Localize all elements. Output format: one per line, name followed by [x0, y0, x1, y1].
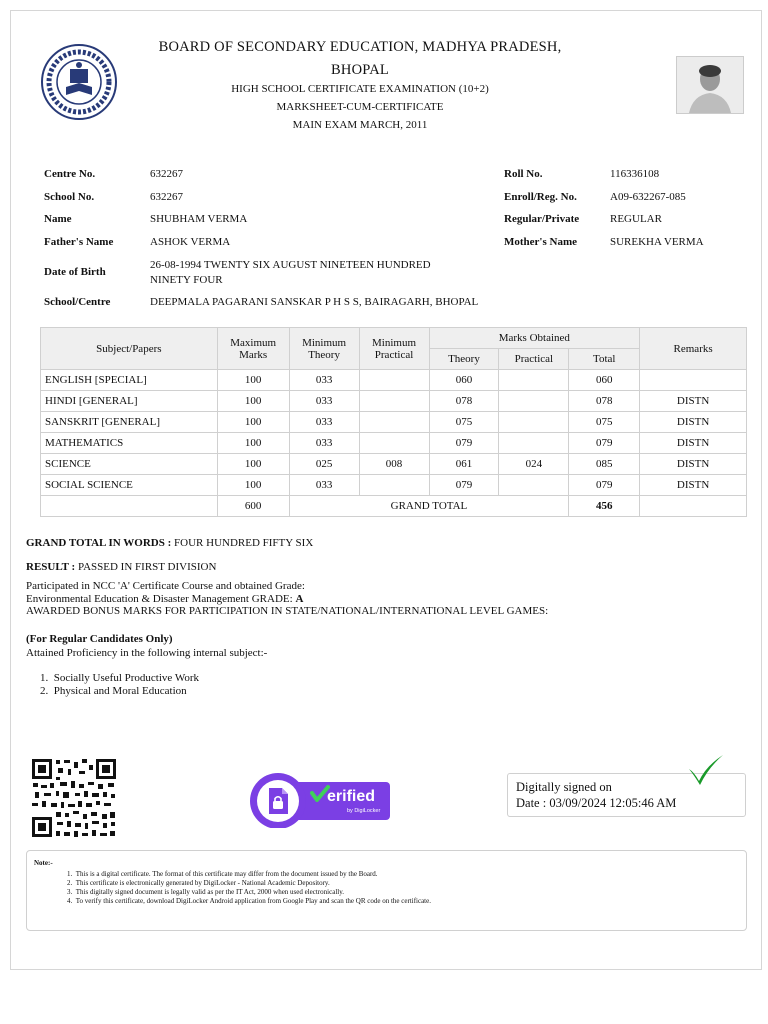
subject-cell: SANSKRIT [GENERAL]	[41, 412, 218, 433]
header-min-practical: Minimum Practical	[359, 328, 429, 370]
note-title: Note:-	[34, 859, 53, 867]
note-box	[26, 850, 747, 931]
school-no-value: 632267	[150, 191, 183, 203]
remarks-cell: DISTN	[640, 475, 747, 496]
grand-total-row	[41, 496, 747, 517]
school-no-label: School No.	[44, 191, 95, 203]
theory-cell: 075	[429, 412, 499, 433]
max-marks-cell: 100	[217, 391, 289, 412]
theory-cell: 060	[429, 370, 499, 391]
school-centre-value: DEEPMALA PAGARANI SANSKAR P H S S, BAIRAGARH, BHOPAL	[150, 296, 479, 308]
grand-max-marks: 600	[217, 496, 289, 517]
max-marks-cell: 100	[217, 370, 289, 391]
env-edu-line: Environmental Education & Disaster Management GRADE: A	[26, 593, 304, 605]
verified-word: erified	[327, 788, 376, 805]
list-item: 2. Physical and Moral Education	[40, 685, 187, 697]
total-cell: 060	[569, 370, 640, 391]
verified-by-text: by DigiLocker	[347, 808, 381, 814]
header-subject: Subject/Papers	[41, 328, 218, 370]
dob-value-line1: 26-08-1994 TWENTY SIX AUGUST NINETEEN HUNDRED	[150, 259, 431, 271]
father-name-label: Father's Name	[44, 236, 114, 248]
student-photo	[676, 56, 744, 114]
min-theory-cell: 033	[289, 370, 359, 391]
board-name-line1: BOARD OF SECONDARY EDUCATION, MADHYA PRADESH,	[158, 39, 562, 55]
remarks-cell: DISTN	[640, 433, 747, 454]
min-practical-cell	[359, 412, 429, 433]
subject-cell: SOCIAL SCIENCE	[41, 475, 218, 496]
document-type: MARKSHEET-CUM-CERTIFICATE	[276, 101, 444, 113]
exam-session: MAIN EXAM MARCH, 2011	[292, 119, 428, 131]
centre-no-value: 632267	[150, 168, 183, 180]
header-total: Total	[569, 349, 640, 370]
max-marks-cell: 100	[217, 433, 289, 454]
grand-total-label: GRAND TOTAL	[289, 496, 569, 517]
enroll-no-value: A09-632267-085	[610, 191, 686, 203]
min-practical-cell	[359, 391, 429, 412]
marks-table	[40, 327, 747, 517]
table-row	[41, 475, 747, 496]
table-row	[41, 391, 747, 412]
header-min-theory: Minimum Theory	[289, 328, 359, 370]
practical-cell	[499, 391, 569, 412]
remarks-cell: DISTN	[640, 391, 747, 412]
table-row	[41, 454, 747, 475]
theory-cell: 079	[429, 433, 499, 454]
total-cell: 079	[569, 475, 640, 496]
check-icon	[686, 752, 726, 786]
min-practical-cell	[359, 475, 429, 496]
name-label: Name	[44, 213, 72, 225]
dob-value-line2: NINETY FOUR	[150, 274, 223, 286]
min-theory-cell: 033	[289, 475, 359, 496]
board-seal-icon	[40, 43, 118, 121]
min-theory-cell: 033	[289, 412, 359, 433]
list-item: 3. This digitally signed document is legally valid as per the IT Act, 2000 when used electronically.	[67, 888, 345, 896]
name-value: SHUBHAM VERMA	[150, 213, 248, 225]
roll-no-label: Roll No.	[504, 168, 543, 180]
ncc-line: Participated in NCC 'A' Certificate Course and obtained Grade:	[26, 580, 305, 592]
dob-label: Date of Birth	[44, 266, 106, 278]
min-theory-cell: 033	[289, 433, 359, 454]
min-theory-cell: 033	[289, 391, 359, 412]
bonus-marks-line: AWARDED BONUS MARKS FOR PARTICIPATION IN STATE/NATIONAL/INTERNATIONAL LEVEL GAMES:	[26, 605, 549, 617]
practical-cell	[499, 475, 569, 496]
grand-total-value: 456	[569, 496, 640, 517]
exam-title: HIGH SCHOOL CERTIFICATE EXAMINATION (10+2)	[231, 83, 489, 95]
subject-cell: ENGLISH [SPECIAL]	[41, 370, 218, 391]
father-name-value: ASHOK VERMA	[150, 236, 231, 248]
min-practical-cell: 008	[359, 454, 429, 475]
enroll-no-label: Enroll/Reg. No.	[504, 191, 577, 203]
min-practical-cell	[359, 433, 429, 454]
qr-code-icon	[30, 757, 118, 839]
total-cell: 075	[569, 412, 640, 433]
mother-name-label: Mother's Name	[504, 236, 578, 248]
regular-private-value: REGULAR	[610, 213, 662, 225]
header-marks-obtained: Marks Obtained	[429, 328, 640, 349]
practical-cell: 024	[499, 454, 569, 475]
table-row	[41, 370, 747, 391]
remarks-cell: DISTN	[640, 454, 747, 475]
header-theory: Theory	[429, 349, 499, 370]
regular-candidates-heading: (For Regular Candidates Only)	[26, 633, 173, 645]
remarks-cell: DISTN	[640, 412, 747, 433]
proficiency-line: Attained Proficiency in the following internal subject:-	[26, 647, 268, 659]
mother-name-value: SUREKHA VERMA	[610, 236, 704, 248]
subject-cell: HINDI [GENERAL]	[41, 391, 218, 412]
regular-private-label: Regular/Private	[504, 213, 580, 225]
max-marks-cell: 100	[217, 412, 289, 433]
practical-cell	[499, 412, 569, 433]
table-row	[41, 412, 747, 433]
centre-no-label: Centre No.	[44, 168, 96, 180]
practical-cell	[499, 433, 569, 454]
result-line: RESULT : PASSED IN FIRST DIVISION	[26, 561, 217, 573]
list-item: 2. This certificate is electronically generated by DigiLocker - National Academic Depository.	[67, 879, 330, 887]
theory-cell: 079	[429, 475, 499, 496]
signature-date: Date : 03/09/2024 12:05:46 AM	[516, 796, 677, 810]
list-item: 4. To verify this certificate, download DigiLocker Android application from Google Play and scan the QR code on the certificate.	[67, 897, 431, 905]
remarks-cell	[640, 370, 747, 391]
grand-total-words: GRAND TOTAL IN WORDS : FOUR HUNDRED FIFTY SIX	[26, 537, 314, 549]
theory-cell: 078	[429, 391, 499, 412]
total-cell: 079	[569, 433, 640, 454]
school-centre-label: School/Centre	[44, 296, 111, 308]
roll-no-value: 116336108	[610, 168, 660, 180]
min-theory-cell: 025	[289, 454, 359, 475]
max-marks-cell: 100	[217, 454, 289, 475]
header-remarks: Remarks	[640, 328, 747, 370]
table-row	[41, 433, 747, 454]
max-marks-cell: 100	[217, 475, 289, 496]
header-max-marks: Maximum Marks	[217, 328, 289, 370]
subject-cell: MATHEMATICS	[41, 433, 218, 454]
signature-line1: Digitally signed on	[516, 780, 612, 794]
board-name-line2: BHOPAL	[331, 62, 389, 78]
digilocker-verified-icon	[248, 772, 391, 828]
total-cell: 085	[569, 454, 640, 475]
list-item: 1. Socially Useful Productive Work	[40, 672, 200, 684]
total-cell: 078	[569, 391, 640, 412]
subject-cell: SCIENCE	[41, 454, 218, 475]
min-practical-cell	[359, 370, 429, 391]
header-practical: Practical	[499, 349, 569, 370]
list-item: 1. This is a digital certificate. The format of this certificate may differ from the document issued by the Board.	[67, 870, 378, 878]
theory-cell: 061	[429, 454, 499, 475]
practical-cell	[499, 370, 569, 391]
